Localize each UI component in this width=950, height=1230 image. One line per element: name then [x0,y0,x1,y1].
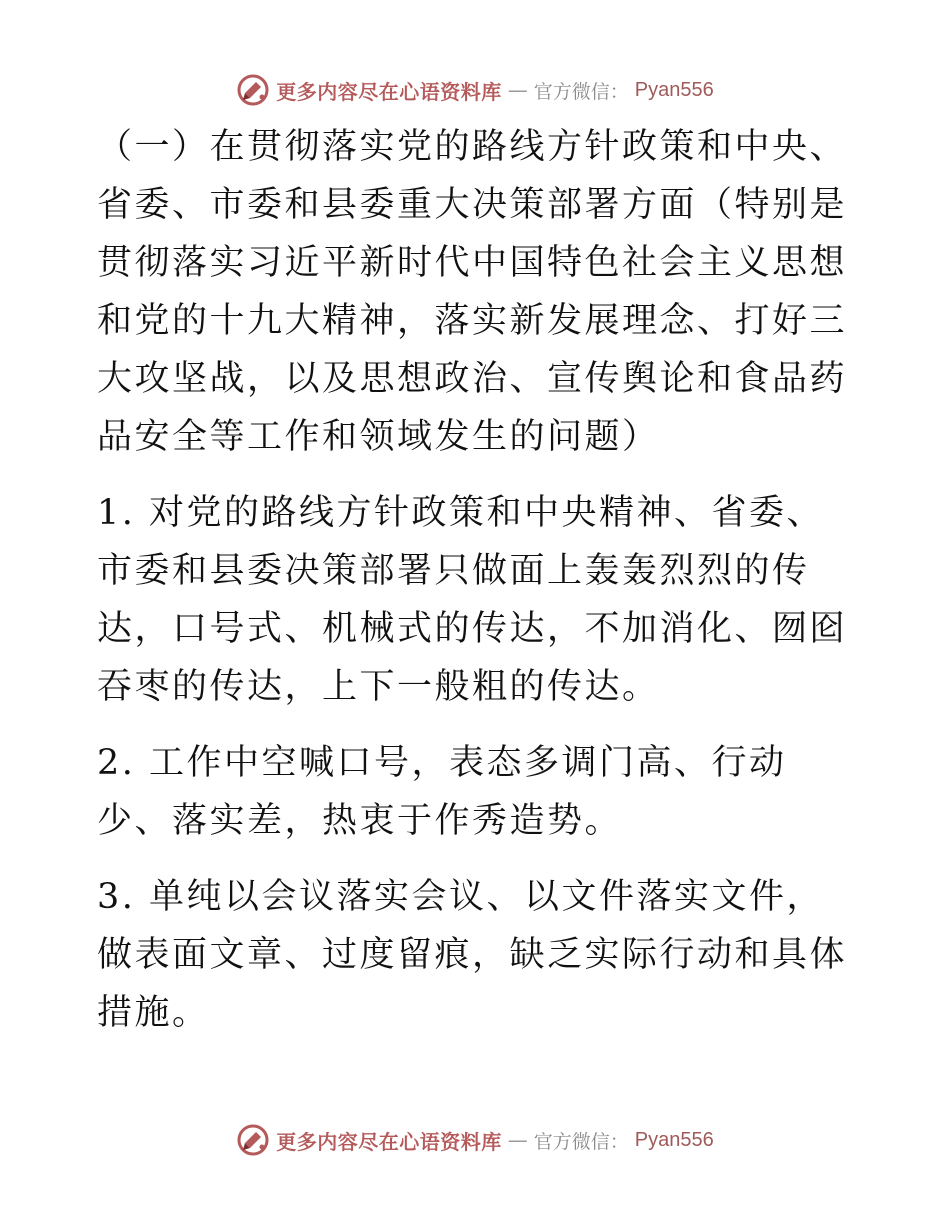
banner-site-text: 更多内容尽在心语资料库 [276,1129,502,1154]
banner-separator: — [507,1128,528,1152]
list-item-1: 1. 对党的路线方针政策和中央精神、省委、市委和县委决策部署只做面上轰轰烈烈的传达，口号式、机械式的传达，不加消化、囫囵吞枣的传达，上下一般粗的传达。 [97,493,848,707]
banner-separator: — [507,78,528,102]
list-item-2: 2. 工作中空喊口号，表态多调门高、行动少、落实差，热衷于作秀造势。 [97,743,787,841]
book-pen-logo-icon [236,73,270,107]
document-body [97,118,857,1042]
banner-wechat-handle: Pyan556 [634,78,714,101]
book-pen-logo-icon [236,1123,270,1157]
banner-official-label: 官方微信： [533,1130,629,1153]
header-banner [0,70,950,110]
banner-site-text: 更多内容尽在心语资料库 [276,79,502,104]
list-item-3: 3. 单纯以会议落实会议、以文件落实文件，做表面文章、过度留痕，缺乏实际行动和具体措施。 [97,877,848,1033]
banner-official-label: 官方微信： [533,80,629,103]
banner-wechat-handle: Pyan556 [634,1128,714,1151]
section-heading-paragraph: （一）在贯彻落实党的路线方针政策和中央、省委、市委和县委重大决策部署方面（特别是贯彻落实习近平新时代中国特色社会主义思想和党的十九大精神，落实新发展理念、打好三大攻坚战，以及思想政治、宣传舆论和食品药品安全等工作和领域发生的问题） [97,127,848,457]
footer-banner [0,1120,950,1160]
